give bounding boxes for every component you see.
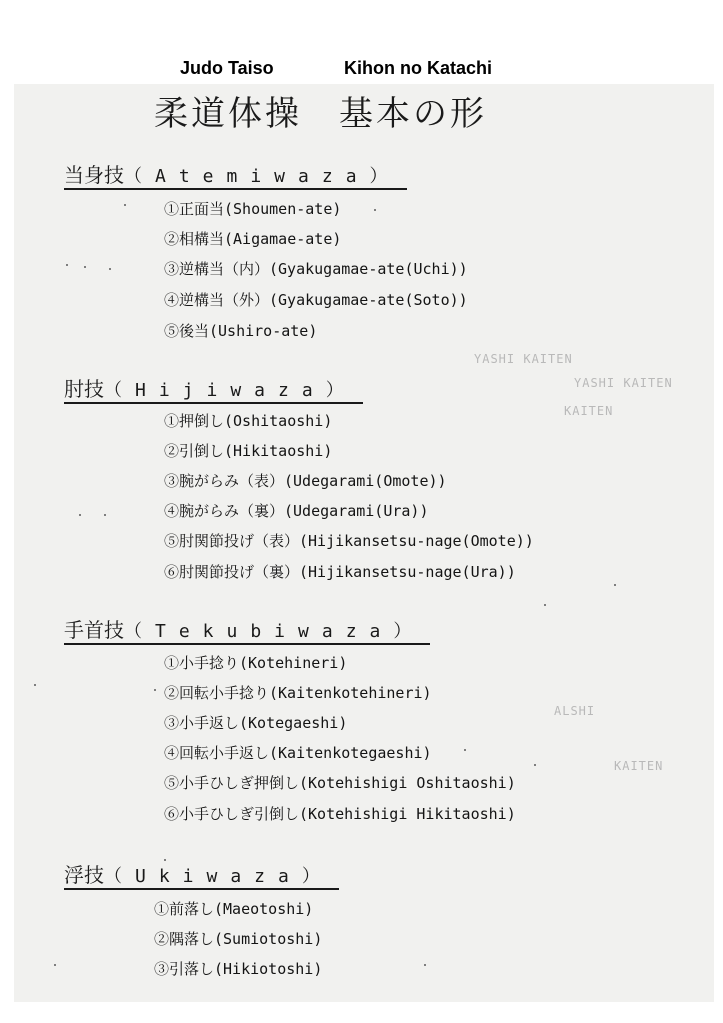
section-heading-jp: 当身技 (64, 163, 124, 187)
scan-speck (54, 964, 56, 966)
technique-item: ①前落し(Maeotoshi) (154, 900, 314, 918)
scan-speck (534, 764, 536, 766)
ghost-text-3: KAITEN (564, 404, 614, 418)
ghost-text-2: YASHI KAITEN (574, 376, 673, 390)
scan-speck (124, 204, 126, 206)
scan-speck (424, 964, 426, 966)
section-heading-hijiwaza (64, 378, 363, 404)
technique-item: ③逆構当（内）(Gyakugamae-ate(Uchi)) (164, 260, 468, 278)
label-kihon-no-katachi: Kihon no Katachi (344, 58, 492, 78)
section-heading-jp: 手首技 (64, 618, 124, 642)
technique-item: ①押倒し(Oshitaoshi) (164, 412, 333, 430)
technique-item: ④回転小手返し(Kaitenkotegaeshi) (164, 744, 432, 762)
section-heading-tekubiwaza (64, 619, 430, 645)
scan-speck (104, 514, 106, 516)
technique-item: ⑤後当(Ushiro-ate) (164, 322, 318, 340)
technique-item: ②引倒し(Hikitaoshi) (164, 442, 333, 460)
technique-item: ②相構当(Aigamae-ate) (164, 230, 342, 248)
technique-item: ①正面当(Shoumen-ate) (164, 200, 342, 218)
technique-item: ⑥小手ひしぎ引倒し(Kotehishigi Hikitaoshi) (164, 805, 516, 823)
technique-item: ②隅落し(Sumiotoshi) (154, 930, 323, 948)
technique-item: ④逆構当（外）(Gyakugamae-ate(Soto)) (164, 291, 468, 309)
scan-speck (79, 514, 81, 516)
section-heading-ukiwaza (64, 864, 339, 890)
scanned-sheet (14, 84, 714, 1002)
scan-speck (464, 749, 466, 751)
scan-speck (109, 268, 111, 270)
section-heading-latin: （Atemiwaza） (124, 166, 401, 187)
document-title: 柔道体操 基本の形 (154, 94, 487, 134)
scan-speck (164, 859, 166, 861)
technique-item: ②回転小手捻り(Kaitenkotehineri) (164, 684, 432, 702)
technique-item: ⑥肘関節投げ（裏）(Hijikansetsu-nage(Ura)) (164, 563, 516, 581)
ghost-text-4: ALSHI (554, 704, 596, 718)
section-heading-latin: （Hijiwaza） (104, 380, 357, 401)
scan-speck (374, 209, 376, 211)
technique-item: ⑤小手ひしぎ押倒し(Kotehishigi Oshitaoshi) (164, 774, 516, 792)
section-heading-atemiwaza (64, 164, 407, 190)
section-heading-jp: 肘技 (64, 377, 104, 401)
ghost-text-1: YASHI KAITEN (474, 352, 573, 366)
section-heading-latin: （Ukiwaza） (104, 866, 333, 887)
label-judo-taiso: Judo Taiso (180, 58, 274, 78)
scan-speck (614, 584, 616, 586)
section-heading-latin: （Tekubiwaza） (124, 621, 425, 642)
top-labels (0, 58, 723, 82)
technique-item: ①小手捻り(Kotehineri) (164, 654, 348, 672)
technique-item: ④腕がらみ（裏）(Udegarami(Ura)) (164, 502, 429, 520)
technique-item: ⑤肘関節投げ（表）(Hijikansetsu-nage(Omote)) (164, 532, 534, 550)
technique-item: ③腕がらみ（表）(Udegarami(Omote)) (164, 472, 447, 490)
scan-speck (66, 264, 68, 266)
technique-item: ③引落し(Hikiotoshi) (154, 960, 323, 978)
scan-speck (544, 604, 546, 606)
scan-speck (154, 689, 156, 691)
technique-item: ③小手返し(Kotegaeshi) (164, 714, 348, 732)
scan-speck (34, 684, 36, 686)
section-heading-jp: 浮技 (64, 863, 104, 887)
scan-speck (84, 266, 86, 268)
ghost-text-5: KAITEN (614, 759, 664, 773)
